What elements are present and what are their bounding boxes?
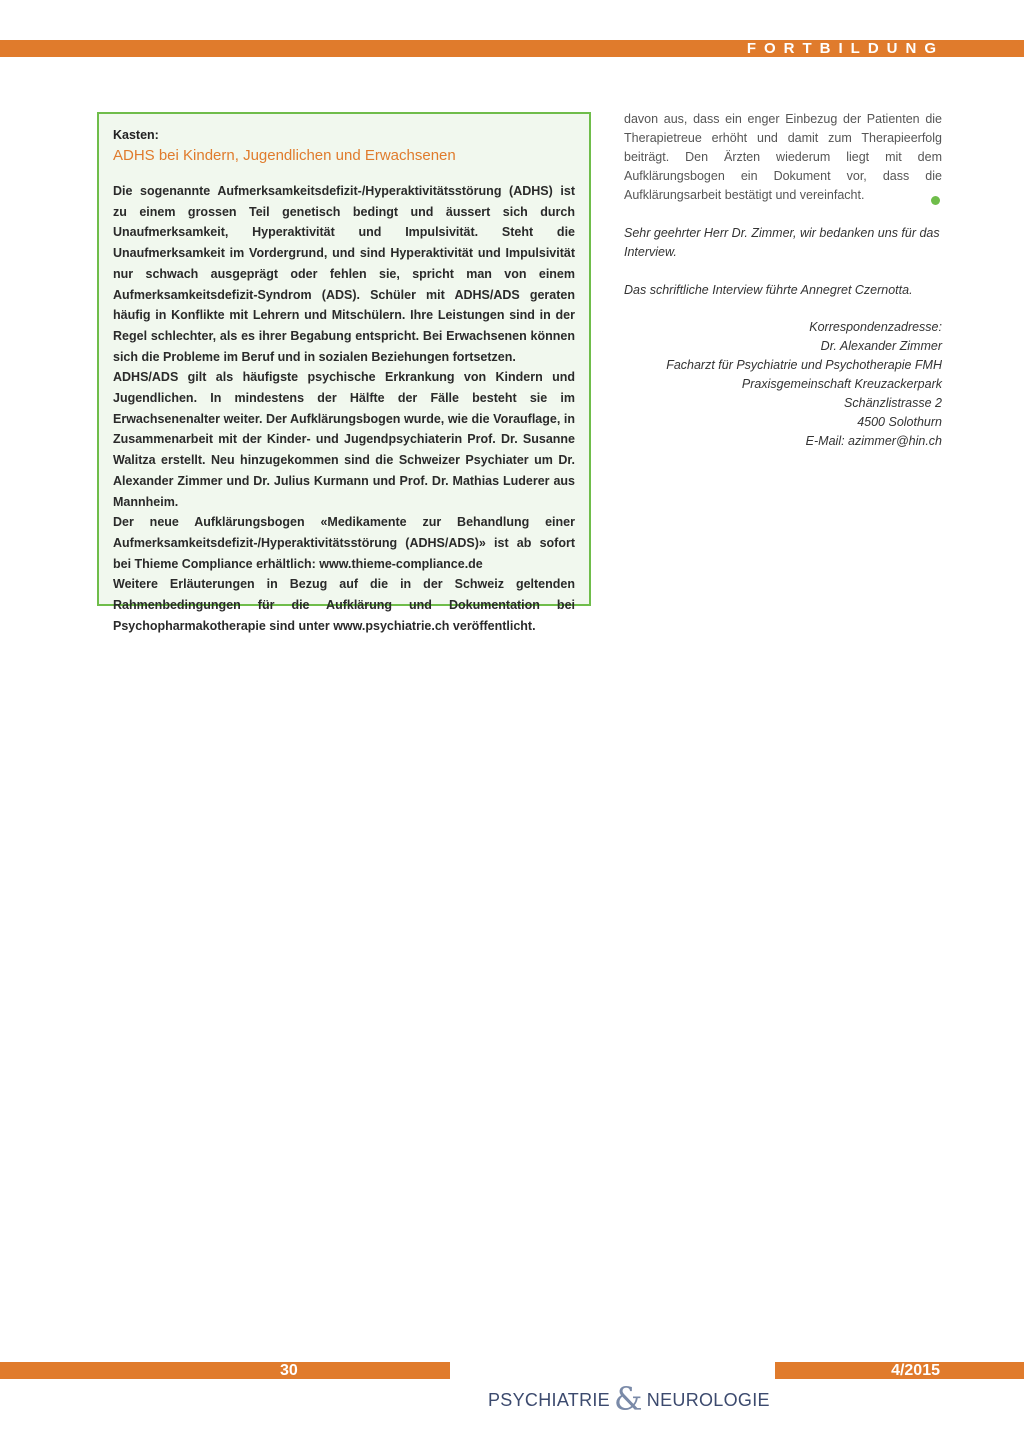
header-bar [0, 40, 1024, 57]
page-number: 30 [280, 1362, 298, 1379]
address-line: Praxisgemeinschaft Kreuzackerpark [741, 377, 942, 391]
issue-number: 4/2015 [891, 1362, 940, 1379]
journal-logo [488, 1380, 770, 1416]
address-line: Schänzlistrasse 2 [844, 396, 942, 410]
interviewer-credit: Das schriftliche Interview führte Annegret Czernotta. [624, 283, 913, 297]
right-column [624, 110, 942, 451]
continuation-text: davon aus, dass ein enger Einbezug der Patienten die Therapietreue erhöht und damit zum Therapieerfolg beiträgt. Den Ärzten wiederum liegt mit dem Aufklärungsbogen ein Dokument vor, dass die Aufklärungsarbeit bestätigt und vereinfacht. [624, 112, 942, 202]
box-title: ADHS bei Kindern, Jugendlichen und Erwachsenen [113, 147, 456, 164]
address-line: 4500 Solothurn [857, 415, 942, 429]
box-label: Kasten: [113, 128, 159, 142]
end-mark-icon [931, 196, 940, 205]
footer-gap [450, 1362, 775, 1379]
address-line: Dr. Alexander Zimmer [820, 339, 942, 353]
box-paragraph: Die sogenannte Aufmerksamkeitsdefizit-/Hyperaktivitätsstörung (ADHS) ist zu einem grossen Teil genetisch bedingt und äussert sich durch Unaufmerksamkeit, Hyperaktivität und Impulsivität. Steht die Unaufmerksamkeit im Vordergrund, und sind Hyperaktivität und Impulsivität nur schwach ausgeprägt oder fehlen sie, spricht man von einem Aufmerksamkeitsdefizit-Syndrom (ADS). Schüler mit ADHS/ADS geraten häufig in Konflikte mit Lehrern und Mitschülern. Ihre Leistungen sind in der Regel schlechter, als es ihrer Begabung entspricht. Bei Erwachsenen können sich die Probleme im Beruf und in sozialen Beziehungen fortsetzen. [113, 184, 575, 364]
box-paragraph: Weitere Erläuterungen in Bezug auf die in der Schweiz geltenden Rahmenbedingungen für die Aufklärung und Dokumentation bei Psychopharmakotherapie sind unter www.psychiatrie.ch veröffentlicht. [113, 577, 575, 633]
continuation-paragraph [624, 110, 942, 205]
footer-bar [0, 1362, 1024, 1379]
correspondence-address [624, 318, 942, 451]
journal-ampersand: & [614, 1380, 643, 1418]
address-line: Facharzt für Psychiatrie und Psychotherapie FMH [666, 358, 942, 372]
section-label: FORTBILDUNG [746, 40, 944, 57]
journal-name-left: PSYCHIATRIE [488, 1390, 610, 1410]
box-paragraph: ADHS/ADS gilt als häufigste psychische Erkrankung von Kindern und Jugendlichen. In mindestens der Hälfte der Fälle besteht sie im Erwachsenenalter weiter. Der Aufklärungsbogen wurde, wie die Vorauflage, in Zusammenarbeit mit der Kinder- und Jugendpsychiaterin Prof. Dr. Susanne Walitza erstellt. Neu hinzugekommen sind die Schweizer Psychiater um Dr. Alexander Zimmer und Dr. Julius Kurmann und Prof. Dr. Mathias Luderer aus Mannheim. [113, 370, 575, 509]
box-paragraph: Der neue Aufklärungsbogen «Medikamente zur Behandlung einer Aufmerksamkeitsdefizit-/Hyperaktivitätsstörung (ADHS/ADS)» ist ab sofort bei Thieme Compliance erhältlich: www.thieme-compliance.de [113, 515, 575, 571]
address-line: Korrespondenzadresse: [809, 320, 942, 334]
thanks-text: Sehr geehrter Herr Dr. Zimmer, wir bedanken uns für das Interview. [624, 226, 940, 259]
address-line: E-Mail: azimmer@hin.ch [805, 434, 942, 448]
info-box [97, 112, 591, 633]
journal-name-right: NEUROLOGIE [646, 1390, 770, 1410]
